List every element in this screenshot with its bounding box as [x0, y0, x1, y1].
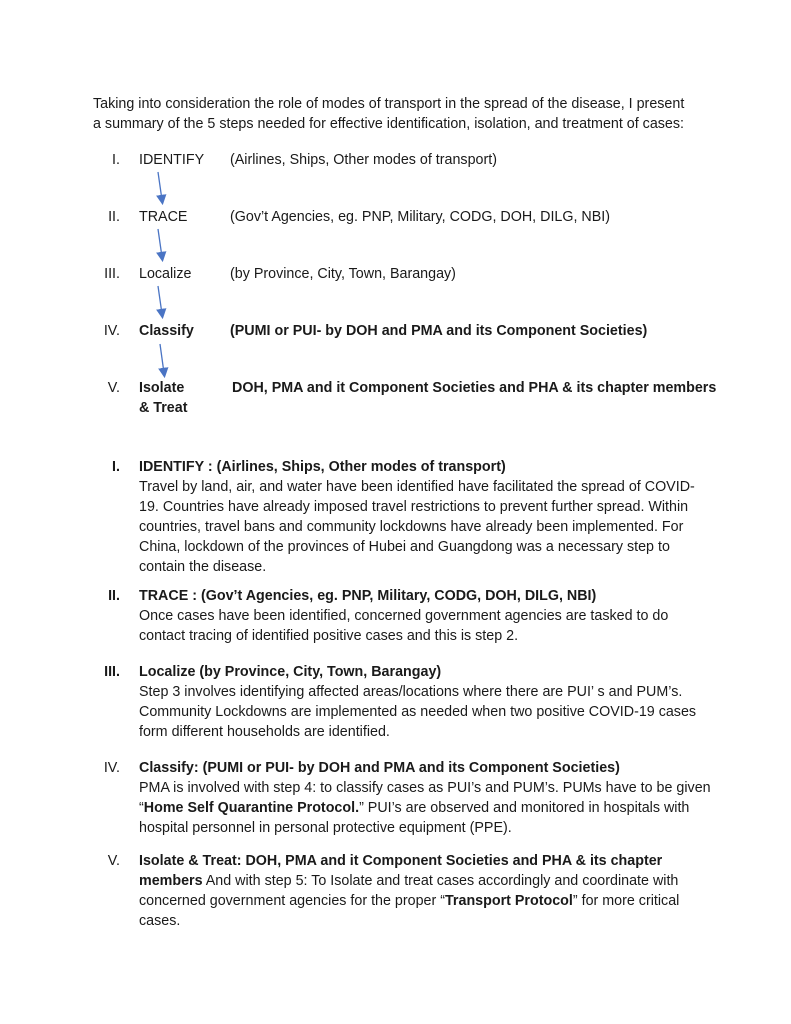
arrow-down-icon: [158, 229, 162, 257]
emphasis-text: Home Self Quarantine Protocol.: [143, 800, 360, 816]
body-line: cases.: [139, 913, 181, 929]
section-title: Isolate & Treat: DOH, PMA and it Component Societies and PHA & its chapter: [139, 853, 663, 869]
text-run: ” for more critical: [572, 893, 680, 909]
step-number: I.: [112, 152, 120, 168]
section-number: IV.: [103, 760, 120, 776]
step-name: IDENTIFY: [139, 152, 205, 168]
body-line: contact tracing of identified positive cases and this is step 2.: [139, 628, 519, 644]
section-body: [139, 606, 719, 646]
body-line: form different households are identified.: [139, 724, 390, 740]
section-body: [139, 871, 719, 931]
arrow-down-icon: [158, 286, 162, 314]
text-run: “: [139, 800, 144, 816]
text-run: ” PUI’s are observed and monitored in hospitals with: [359, 800, 690, 816]
text-run: And with step 5: To Isolate and treat cases accordingly and coordinate with: [202, 873, 679, 889]
section-number: I.: [112, 459, 120, 475]
body-line: [139, 871, 719, 891]
section-title: TRACE : (Gov’t Agencies, eg. PNP, Military, CODG, DOH, DILG, NBI): [139, 588, 597, 604]
flow-arrows: [150, 168, 180, 388]
step-number: II.: [108, 209, 120, 225]
step-description: (Airlines, Ships, Other modes of transport): [230, 152, 497, 168]
section-title: Classify: (PUMI or PUI- by DOH and PMA and its Component Societies): [139, 760, 620, 776]
step-number: IV.: [103, 323, 120, 339]
section-title: IDENTIFY : (Airlines, Ships, Other modes of transport): [139, 459, 506, 475]
body-line: Once cases have been identified, concerned government agencies are tasked to do: [139, 608, 669, 624]
step-name-continued: & Treat: [139, 400, 188, 416]
section-title: Localize (by Province, City, Town, Barangay): [139, 664, 442, 680]
step-description: (by Province, City, Town, Barangay): [230, 266, 456, 282]
step-description: (PUMI or PUI- by DOH and PMA and its Component Societies): [230, 323, 648, 339]
step-number: V.: [107, 380, 120, 396]
section-body: [139, 778, 719, 838]
body-line: [139, 891, 719, 911]
section-number: V.: [107, 853, 120, 869]
step-description: DOH, PMA and it Component Societies and PHA & its chapter members: [232, 380, 717, 396]
step-description: (Gov’t Agencies, eg. PNP, Military, CODG, DOH, DILG, NBI): [230, 209, 611, 225]
arrow-down-icon: [158, 172, 162, 200]
step-name: Isolate: [139, 380, 185, 396]
emphasis-text: Transport Protocol: [444, 893, 573, 909]
step-name: TRACE: [139, 209, 188, 225]
intro-paragraph: [93, 94, 713, 134]
step-name: Classify: [139, 323, 194, 339]
body-line: 19. Countries have already imposed travel restrictions to prevent further spread. Within: [139, 499, 689, 515]
section-number: III.: [104, 664, 120, 680]
section-body: [139, 477, 719, 577]
section-number: II.: [108, 588, 120, 604]
step-name: Localize: [139, 266, 192, 282]
body-line: contain the disease.: [139, 559, 267, 575]
section-body: [139, 682, 719, 742]
body-line: Travel by land, air, and water have been identified have facilitated the spread of COVID-: [139, 479, 695, 495]
body-line: hospital personnel in personal protective equipment (PPE).: [139, 820, 512, 836]
step-number: III.: [104, 266, 120, 282]
body-line: China, lockdown of the provinces of Hubei and Guangdong was a necessary step to: [139, 539, 670, 555]
emphasis-text: members: [139, 873, 203, 889]
body-line: countries, travel bans and community lockdowns have already been implemented. For: [139, 519, 684, 535]
intro-line: a summary of the 5 steps needed for effective identification, isolation, and treatment of cases:: [93, 116, 685, 132]
body-line: PMA is involved with step 4: to classify cases as PUI’s and PUM’s. PUMs have to be given: [139, 780, 711, 796]
body-line: [139, 798, 719, 818]
body-line: Step 3 involves identifying affected areas/locations where there are PUI’ s and PUM’s.: [139, 684, 683, 700]
intro-line: Taking into consideration the role of modes of transport in the spread of the disease, I present: [93, 96, 685, 112]
arrow-down-icon: [160, 344, 164, 373]
body-line: Community Lockdowns are implemented as needed when two positive COVID-19 cases: [139, 704, 697, 720]
text-run: concerned government agencies for the proper “: [139, 893, 445, 909]
